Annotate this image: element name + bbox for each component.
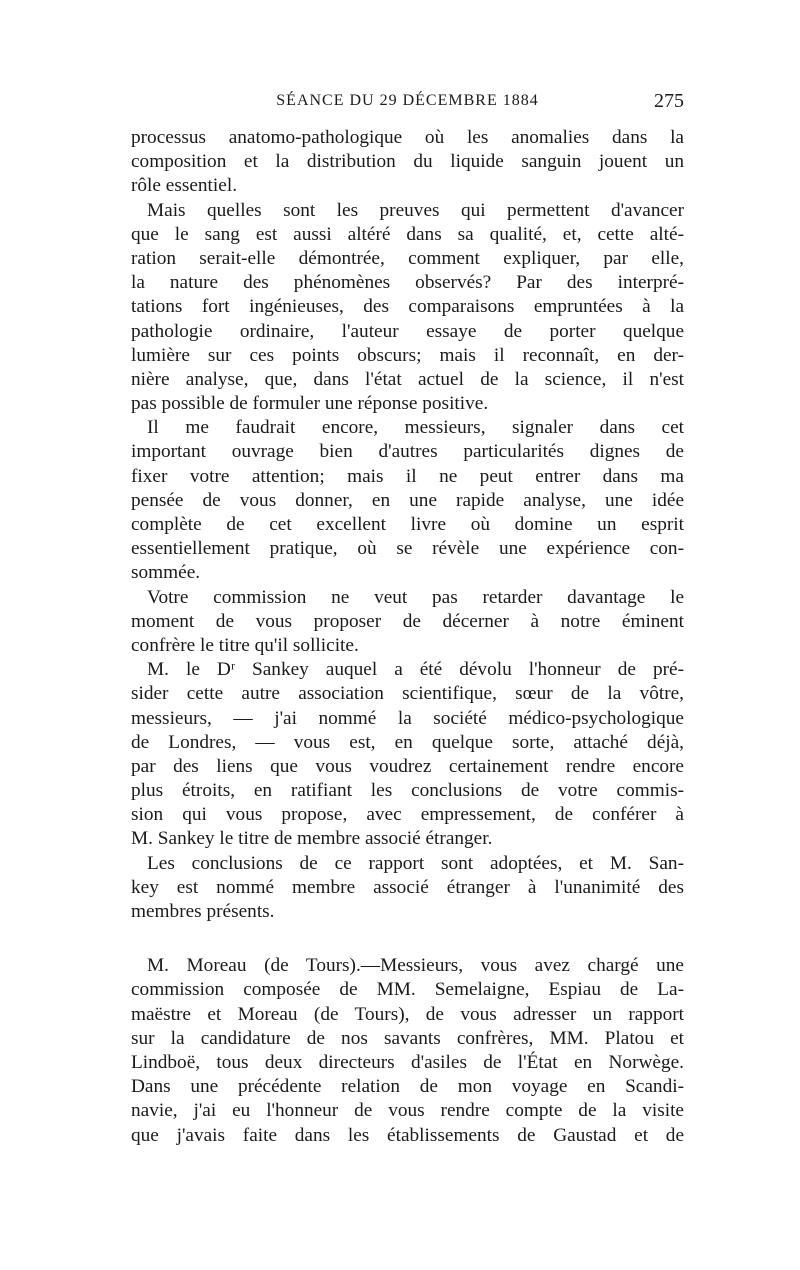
text-line: de Londres, — vous est, en quelque sorte, attaché déjà, <box>131 731 684 753</box>
text-line: key est nommé membre associé étranger à l'unanimité des <box>131 876 684 898</box>
text-line: commission composée de MM. Semelaigne, Espiau de La- <box>131 979 684 1001</box>
text-line: sur la candidature de nos savants confrères, MM. Platou et <box>131 1027 684 1049</box>
text-line: complète de cet excellent livre où domine un esprit <box>131 514 684 535</box>
text-line: M. Moreau (de Tours).—Messieurs, vous avez chargé une <box>147 955 684 977</box>
text-line: pas possible de formuler une réponse positive. <box>131 393 489 415</box>
text-line: la nature des phénomènes observés? Par des interpré- <box>131 272 684 294</box>
text-line: maëstre et Moreau (de Tours), de vous adresser un rapport <box>131 1003 684 1025</box>
text-line: processus anatomo-pathologique où les anomalies dans la <box>131 127 684 148</box>
text-line: que le sang est aussi altéré dans sa qualité, et, cette alté- <box>131 223 684 245</box>
paragraph-5 <box>131 658 684 852</box>
text-line: navie, j'ai eu l'honneur de vous rendre compte de la visite <box>131 1100 684 1122</box>
text-line: que j'avais faite dans les établissements de Gaustad et de <box>131 1124 684 1146</box>
body-text <box>131 126 684 1148</box>
text-line: lumière sur ces points obscurs; mais il reconnaît, en der- <box>131 344 684 366</box>
paragraph-2 <box>131 199 684 417</box>
paragraph-1 <box>131 126 684 199</box>
text-line: plus étroits, en ratifiant les conclusions de votre commis- <box>131 780 684 802</box>
text-line: Mais quelles sont les preuves qui permettent d'avancer <box>147 199 684 221</box>
text-line: essentiellement pratique, où se révèle une expérience con- <box>131 538 684 560</box>
running-head <box>131 90 684 114</box>
paragraph-4 <box>131 586 684 659</box>
text-line: Il me faudrait encore, messieurs, signaler dans cet <box>147 417 684 439</box>
text-line: membres présents. <box>131 901 275 922</box>
text-line: Dans une précédente relation de mon voyage en Scandi- <box>131 1076 684 1098</box>
text-line: sider cette autre association scientifique, sœur de la vôtre, <box>131 683 684 705</box>
text-line: pathologie ordinaire, l'auteur essaye de porter quelque <box>131 320 684 342</box>
text-line: important ouvrage bien d'autres particularités dignes de <box>131 441 684 463</box>
running-title: SÉANCE DU 29 DÉCEMBRE 1884 <box>276 92 539 109</box>
paragraph-7 <box>131 954 684 1148</box>
text-line: Votre commission ne veut pas retarder davantage le <box>147 586 684 608</box>
text-line: nière analyse, que, dans l'état actuel de la science, il n'est <box>131 368 684 390</box>
paragraph-3 <box>131 416 684 585</box>
text-line: M. Sankey le titre de membre associé étranger. <box>131 828 493 850</box>
text-line: par des liens que vous voudrez certainement rendre encore <box>131 755 684 777</box>
text-line: confrère le titre qu'il sollicite. <box>131 634 359 656</box>
text-line: sion qui vous propose, avec empressement, de conférer à <box>131 804 684 826</box>
text-line: tations fort ingénieuses, des comparaisons empruntées à la <box>131 296 684 318</box>
text-line: M. le Dʳ Sankey auquel a été dévolu l'honneur de pré- <box>147 659 684 681</box>
text-line: fixer votre attention; mais il ne peut entrer dans ma <box>131 465 684 487</box>
text-line: messieurs, — j'ai nommé la société médico-psychologique <box>131 707 684 729</box>
text-line: sommée. <box>131 562 201 584</box>
text-line: rôle essentiel. <box>131 175 238 197</box>
text-line: moment de vous proposer de décerner à notre éminent <box>131 610 684 632</box>
text-line: pensée de vous donner, en une rapide analyse, une idée <box>131 489 684 511</box>
section-gap <box>131 924 684 954</box>
text-line: ration serait-elle démontrée, comment expliquer, par elle, <box>131 247 684 269</box>
paragraph-6 <box>131 852 684 925</box>
text-line: composition et la distribution du liquide sanguin jouent un <box>131 151 684 173</box>
text-line: Lindboë, tous deux directeurs d'asiles de l'État en Norwège. <box>131 1051 684 1073</box>
page-number: 275 <box>654 90 684 112</box>
text-line: Les conclusions de ce rapport sont adoptées, et M. San- <box>147 852 684 874</box>
